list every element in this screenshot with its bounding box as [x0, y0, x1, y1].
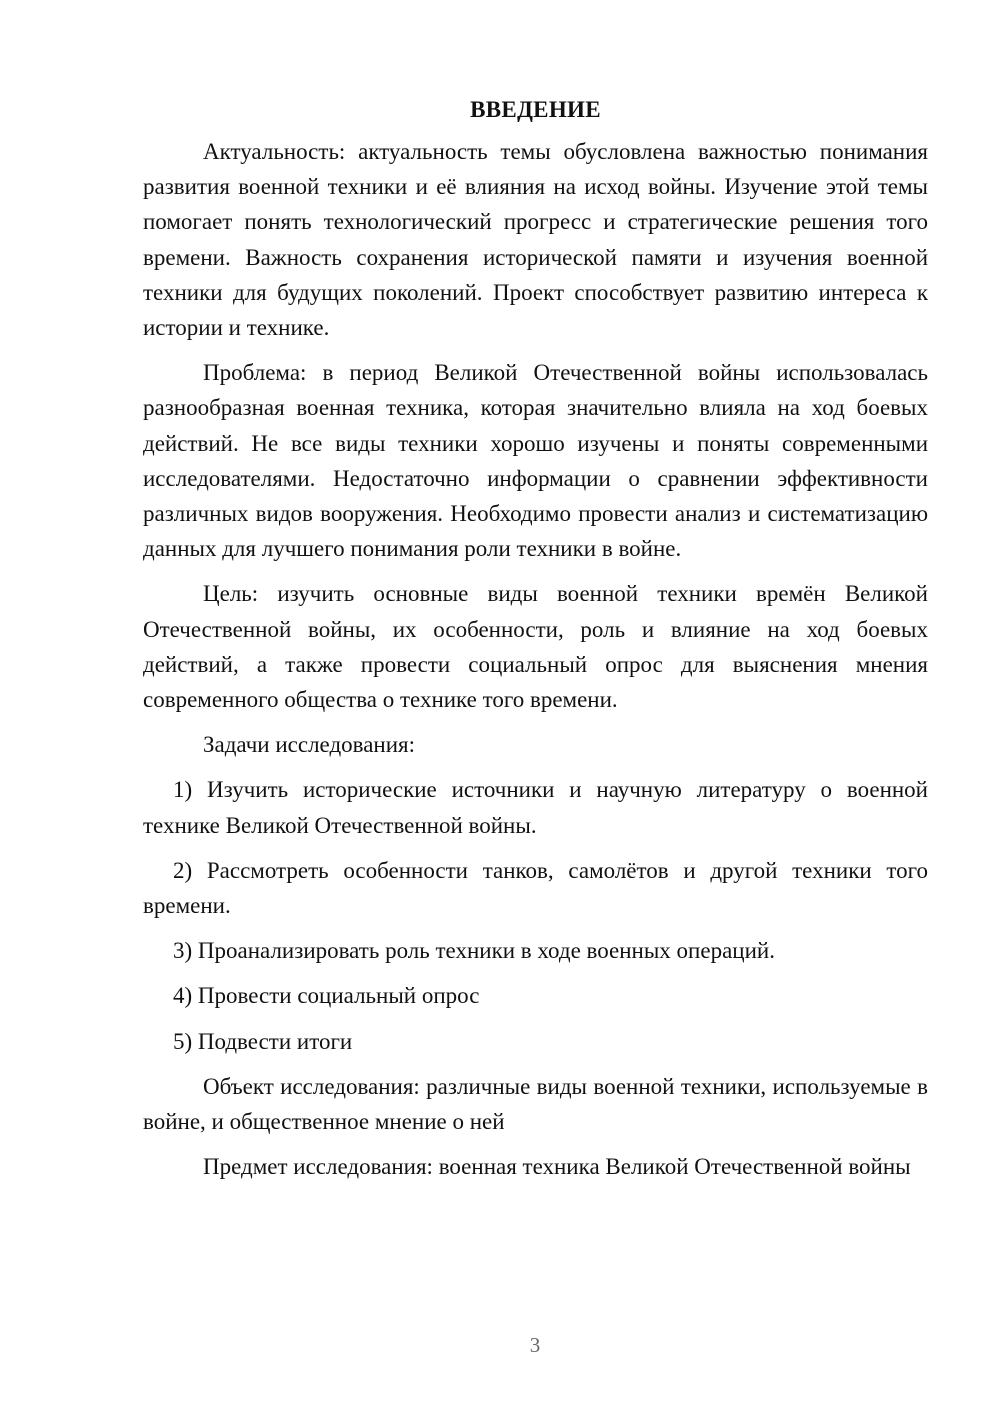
object-paragraph: Объект исследования: различные виды военной техники, используемые в войне, и общественное мнение о ней	[143, 1073, 928, 1135]
page-number: 3	[529, 1333, 541, 1357]
subject-paragraph: Предмет исследования: военная техника Великой Отечественной войны	[203, 1154, 911, 1180]
tasks-title: Задачи исследования:	[203, 732, 416, 758]
goal-paragraph: Цель: изучить основные виды военной техники времён Великой Отечественной войны, их особенности, роль и влияние на ход боевых действий, а также провести социальный опрос для выяснения мнения современного общества о технике того времени.	[143, 581, 928, 713]
section-heading: ВВЕДЕНИЕ	[470, 97, 601, 122]
task-item-3: 3) Проанализировать роль техники в ходе военных операций.	[173, 938, 775, 964]
tasks-list	[143, 772, 928, 1058]
problem-paragraph: Проблема: в период Великой Отечественной войны использовалась разнообразная военная техника, которая значительно влияла на ход боевых действий. Не все виды техники хорошо изучены и поняты современными исследователями. Недостаточно информации о сравнении эффективности различных видов вооружения. Необходимо провести анализ и систематизацию данных для лучшего понимания роли техники в войне.	[143, 360, 928, 562]
relevance-paragraph: Актуальность: актуальность темы обусловлена важностью понимания развития военной техники и её влияния на исход войны. Изучение этой темы помогает понять технологический прогресс и стратегические решения того времени. Важность сохранения исторической памяти и изучения военной техники для будущих поколений. Проект способствует развитию интереса к истории и технике.	[143, 139, 928, 341]
task-item-1: 1) Изучить исторические источники и научную литературу о военной технике Великой Отечественной войны.	[143, 777, 928, 838]
task-item-4: 4) Провести социальный опрос	[173, 983, 480, 1009]
task-item-5: 5) Подвести итоги	[173, 1028, 353, 1054]
document-page	[143, 94, 928, 1194]
task-item-2: 2) Рассмотреть особенности танков, самолётов и другой техники того времени.	[143, 857, 928, 919]
